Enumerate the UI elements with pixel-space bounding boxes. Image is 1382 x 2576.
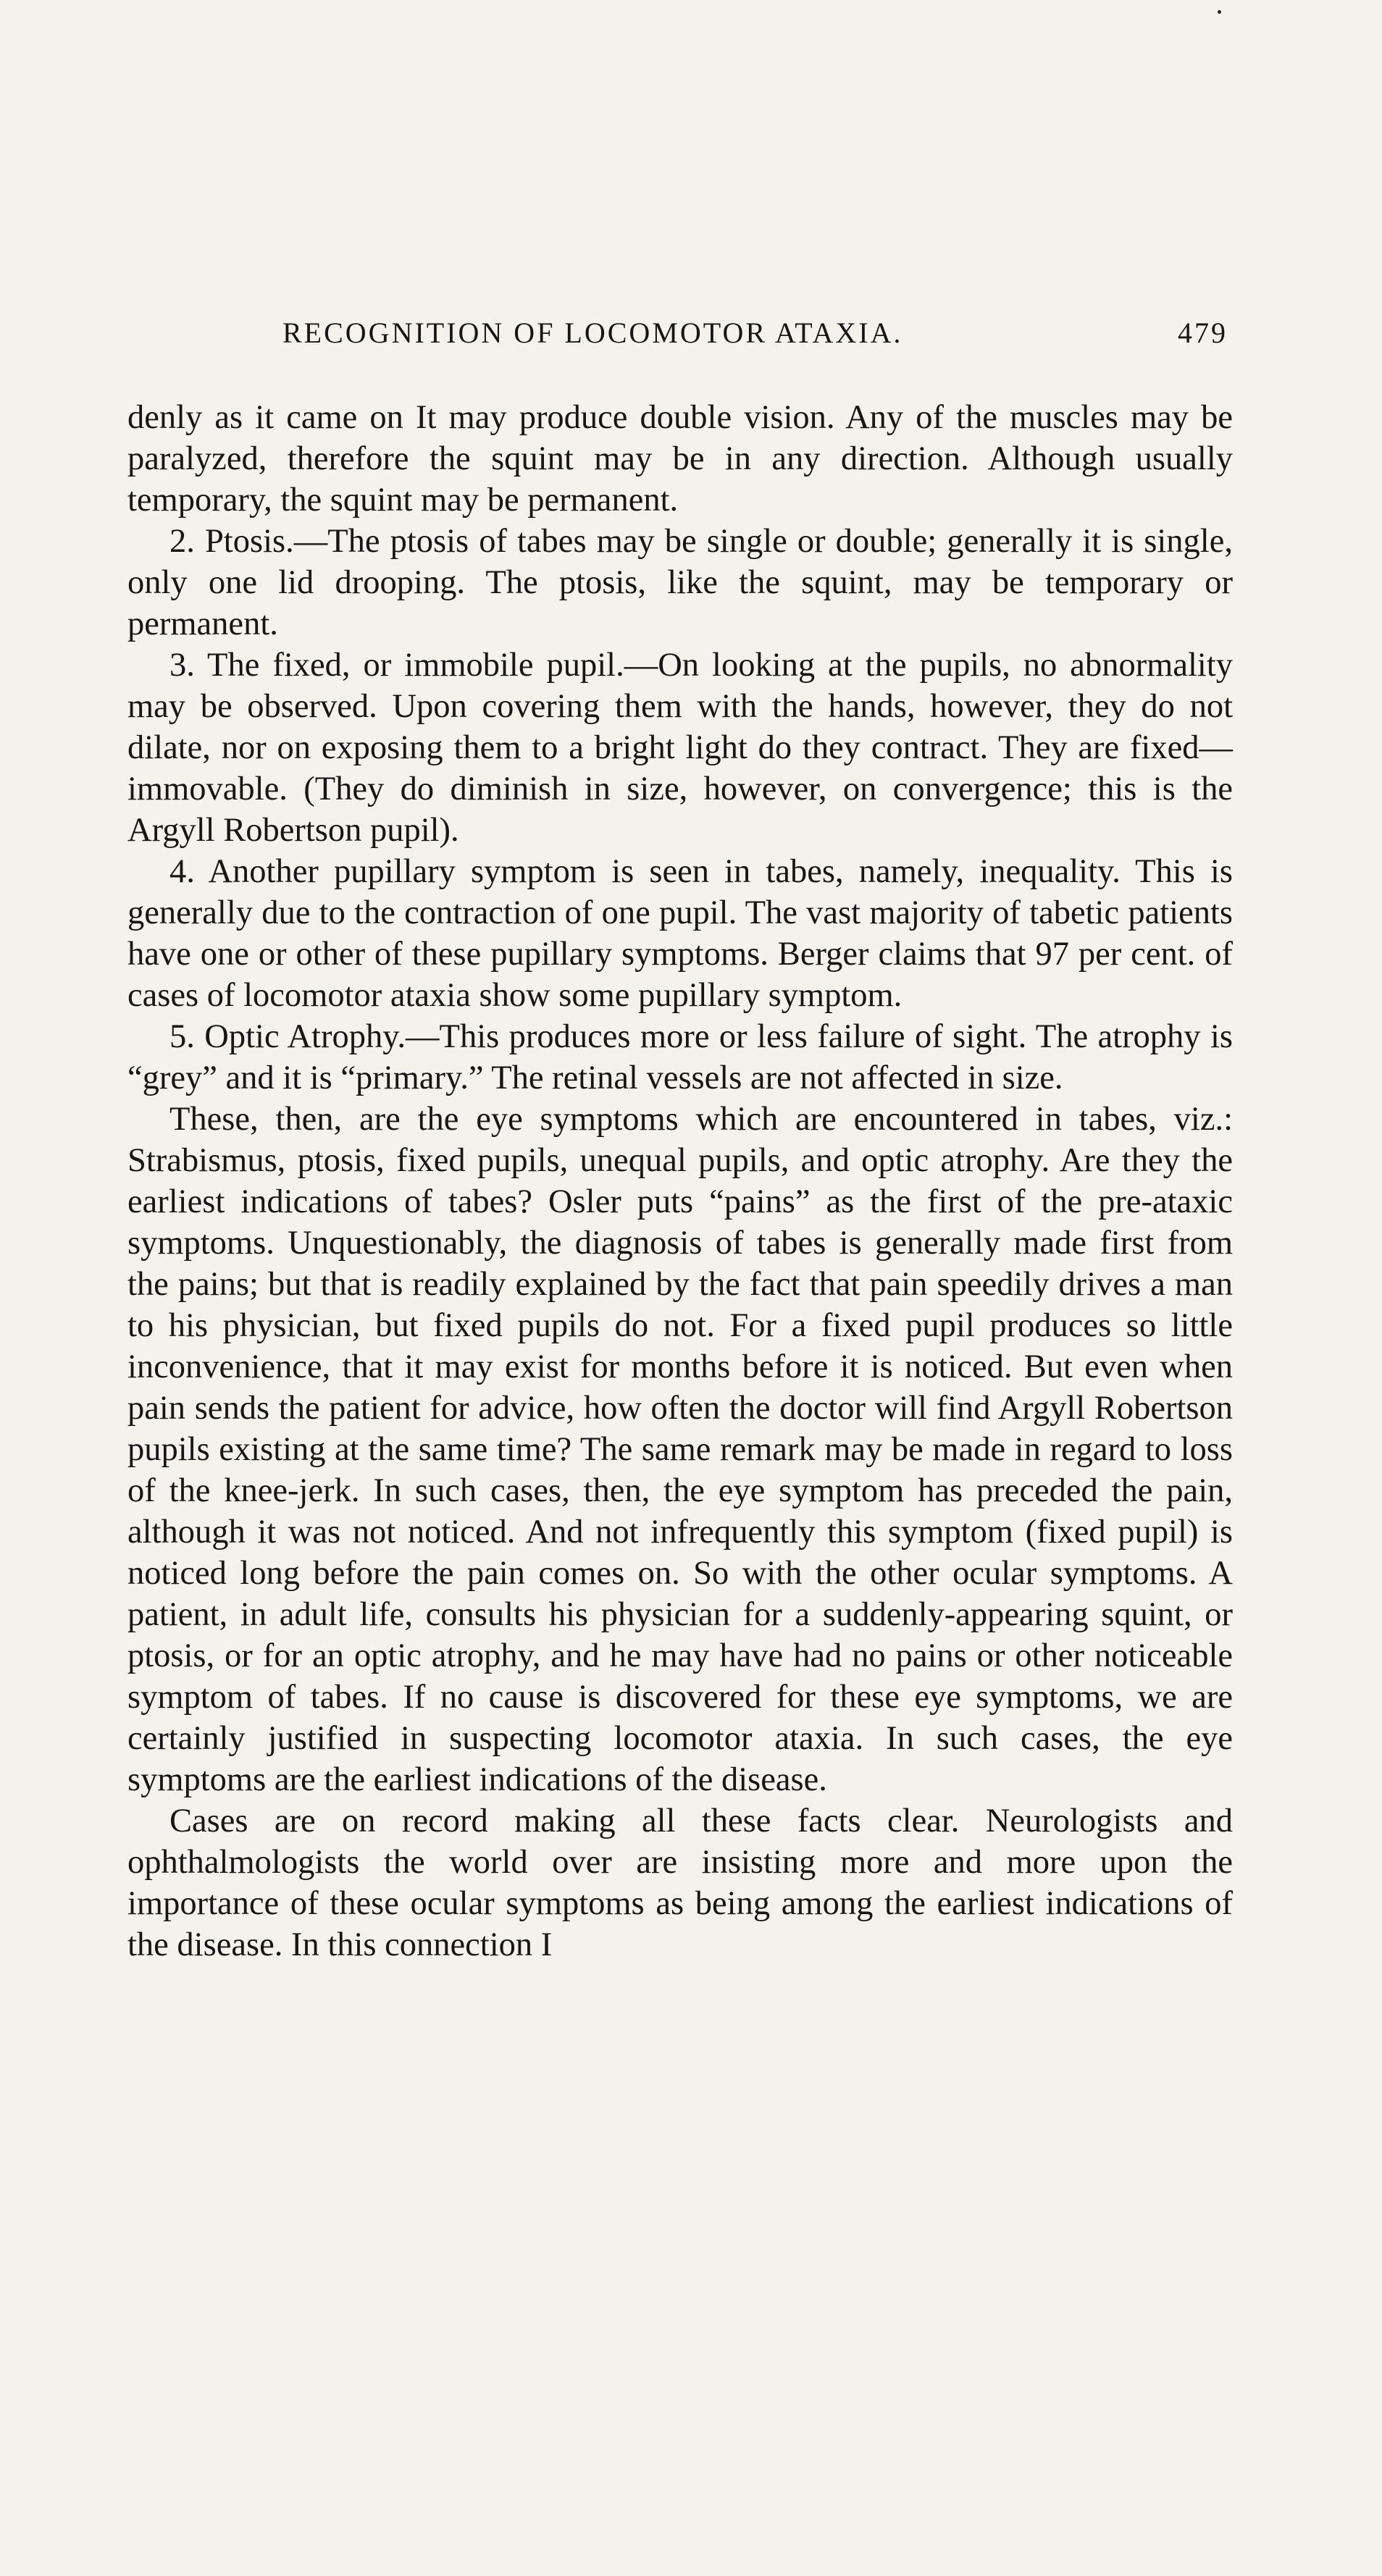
paragraph-continuation: denly as it came on It may produce double vision. Any of the muscles may be paralyzed, therefore the squint may be in any direction. Although usually temporary, the squint may be permanent.: [127, 399, 1233, 519]
paragraph-pupillary-inequality: 4. Another pupillary symptom is seen in tabes, namely, inequality. This is generally due to the contraction of one pupil. The vast majority of tabetic patients have one or other of these pupillary symptoms. Berger claims that 97 per cent. of cases of locomotor ataxia show some pupillary symptom.: [127, 853, 1233, 1014]
paragraph-cases-on-record: Cases are on record making all these facts clear. Neurologists and ophthalmologists the world over are insisting more and more upon the importance of these ocular symptoms as being among the earliest indications of the disease. In this connection I: [127, 1803, 1233, 1963]
paragraph-ptosis: 2. Ptosis.—The ptosis of tabes may be single or double; generally it is single, only one lid drooping. The ptosis, like the squint, may be temporary or permanent.: [127, 523, 1233, 642]
paragraph-fixed-pupil: 3. The fixed, or immobile pupil.—On looking at the pupils, no abnormality may be observed. Upon covering them with the hands, however, they do not dilate, nor on exposing them to a bright light do they contract. They are fixed—immovable. (They do diminish in size, however, on convergence; this is the Argyll Robertson pupil).: [127, 647, 1233, 849]
running-title: RECOGNITION OF LOCOMOTOR ATAXIA.: [282, 316, 903, 349]
paragraph-eye-symptoms-summary: These, then, are the eye symptoms which are encountered in tabes, viz.: Strabismus, ptosis, fixed pupils, unequal pupils, and optic atrophy. Are they the earliest indications of tabes? Osler puts “pains” as the first of the pre-ataxic symptoms. Unquestionably, the diagnosis of tabes is generally made first from the pains; but that is readily explained by the fact that pain speedily drives a man to his physician, but fixed pupils do not. For a fixed pupil produces so little inconvenience, that it may exist for months before it is noticed. But even when pain sends the patient for advice, how often the doctor will find Argyll Robertson pupils existing at the same time? The same remark may be made in regard to loss of the knee-jerk. In such cases, then, the eye symptom has preceded the pain, although it was not noticed. And not infrequently this symptom (fixed pupil) is noticed long before the pain comes on. So with the other ocular symptoms. A patient, in adult life, consults his physician for a suddenly-appearing squint, or ptosis, or for an optic atrophy, and he may have had no pains or other noticeable symptom of tabes. If no cause is discovered for these eye symptoms, we are certainly justified in suspecting locomotor ataxia. In such cases, the eye symptoms are the earliest indications of the disease.: [127, 1101, 1233, 1798]
paragraph-optic-atrophy: 5. Optic Atrophy.—This produces more or less failure of sight. The atrophy is “grey” and it is “primary.” The retinal vessels are not affected in size.: [127, 1018, 1233, 1096]
page-number: 479: [1178, 316, 1228, 349]
print-speck: [1218, 10, 1221, 14]
body-text: [127, 397, 1233, 1965]
